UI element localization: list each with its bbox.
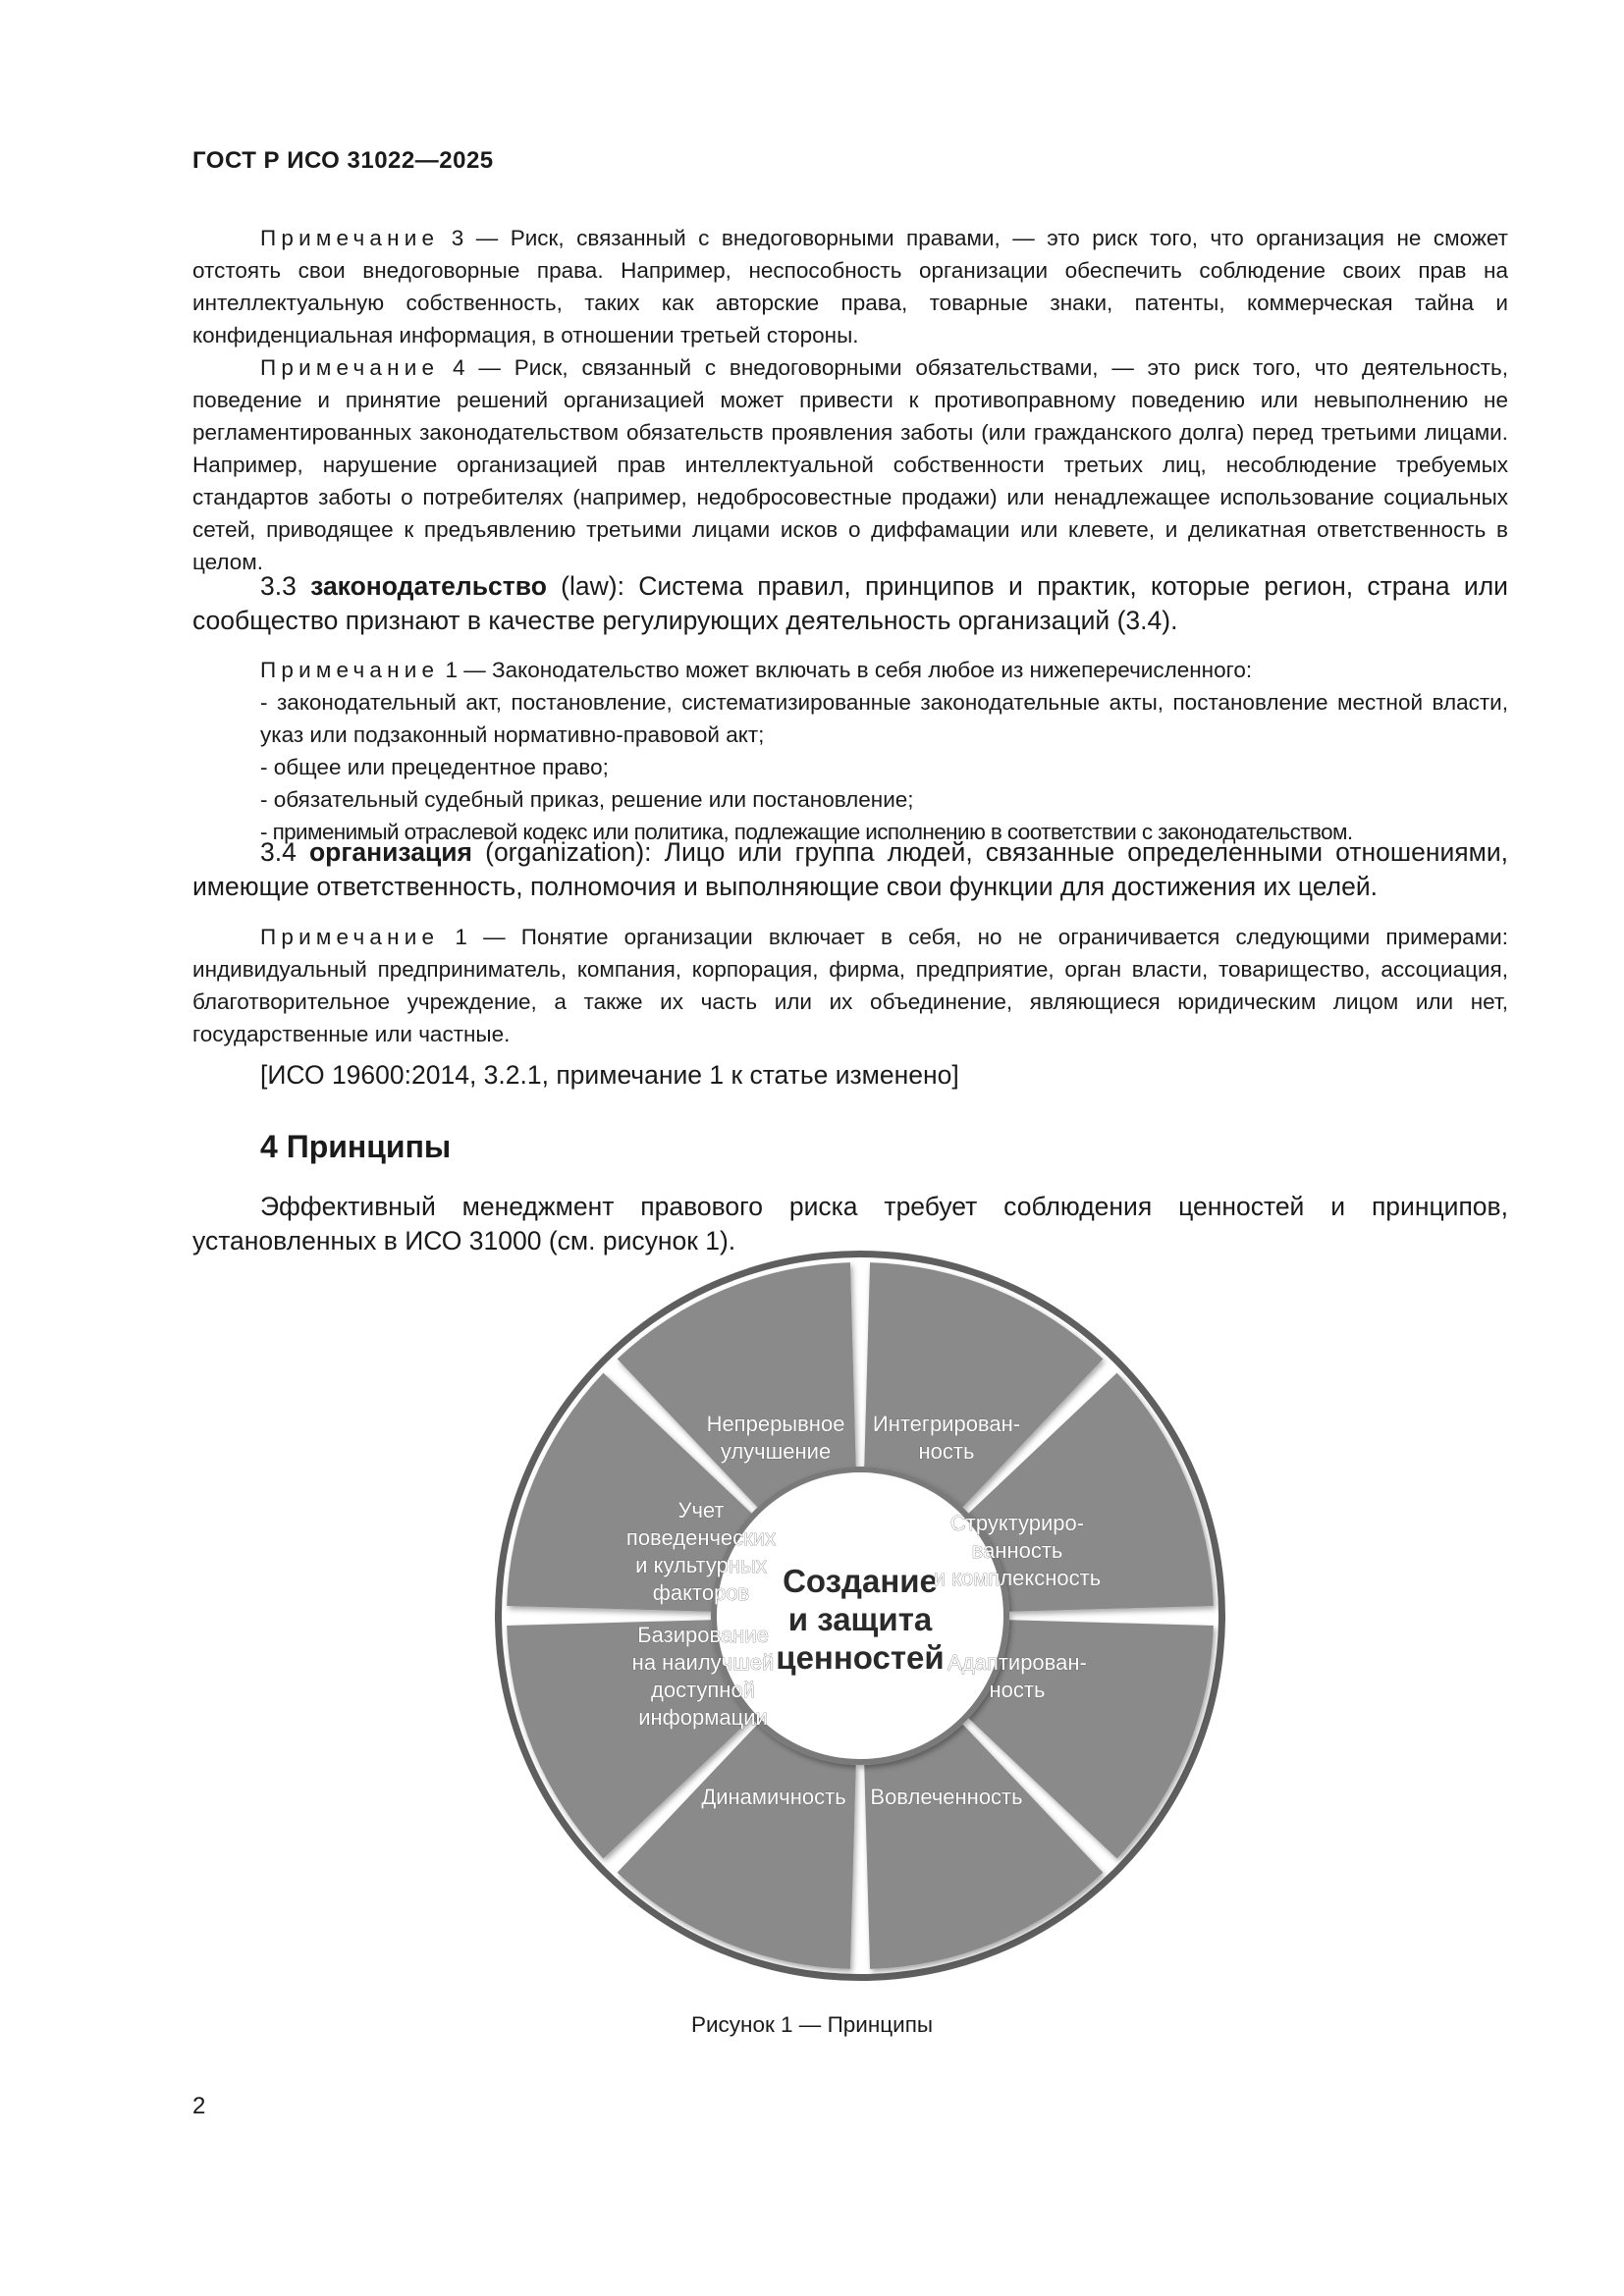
term-3-4-source: [ИСО 19600:2014, 3.2.1, примечание 1 к статье изменено] <box>260 1060 959 1090</box>
list-item: - законодательный акт, постановление, систематизированные законодательные акты, постановление местной власти, указ или подзаконный нормативно-правовой акт; <box>260 690 1508 747</box>
center-label <box>776 1563 944 1676</box>
note-label: Примечание <box>260 658 440 682</box>
segment-label-inclusive: Вовлеченность <box>870 1785 1023 1809</box>
segment-label-continual-improvement: Непрерывное улучшение <box>706 1412 845 1464</box>
term-3-4: 3.4 организация (organization): Лицо или группа людей, связанные определенными отношениями, имеющие ответственность, полномочия и выполняющие свои функции для достижения их целей. <box>192 837 1509 901</box>
svg-text:Создание: Создание <box>783 1563 938 1599</box>
segment-label-structured: Структуриро-ванность и комплексность <box>933 1511 1102 1590</box>
list-item: - обязательный судебный приказ, решение или постановление; <box>260 787 914 812</box>
segment-label-dynamic: Динамичность <box>701 1785 846 1809</box>
segment-label-integrated: Интегрирован-ность <box>872 1412 1021 1464</box>
note-4: Примечание 4 — Риск, связанный с внедоговорными обязательствами, — это риск того, что деятельность, поведение и принятие решений организацией может привести к противоправному поведению или невыполнению не регламентированных законодательством обязательств проявления заботы (или гражданского долга) перед третьими лицами. Например, нарушение организацией прав интеллектуальной собственности третьих лиц, несоблюдение требуемых стандартов заботы о потребителях (например, недобросовестные продажи) или ненадлежащее использование социальных сетей, приводящее к предъявлению третьими лицами исков о диффамации или клевете, и деликатная ответственность в целом. <box>192 355 1508 574</box>
note-label: Примечание <box>260 355 440 380</box>
term-3-4-note: Примечание 1 — Понятие организации включает в себя, но не ограничивается следующими примерами: индивидуальный предприниматель, компания, корпорация, фирма, предприятие, орган власти, товарищество, ассоциация, благотворительное учреждение, а также их часть или их объединение, являющиеся юридическим лицом или нет, государственные или частные. <box>192 925 1508 1046</box>
term-3-3-note: Примечание 1 — Законодательство может включать в себя любое из нижеперечисленного: - законодательный акт, постановление, систематизированные законодательные акты, постановление местной власти, указ или подзаконный нормативно-правовой акт; - общее или прецедентное право; - обязательный судебный приказ, решение или постановление; - применимый отраслевой кодекс или политика, подлежащие исполнению в соответствии с законодательством. <box>192 654 1508 848</box>
section-heading: 4 Принципы <box>260 1129 452 1164</box>
figure-caption: Рисунок 1 — Принципы <box>690 2012 934 2037</box>
document-header: ГОСТ Р ИСО 31022—2025 <box>192 147 494 174</box>
segment-label-human-cultural: Учет поведенческих и культурных факторов <box>625 1498 777 1605</box>
term-title: законодательство <box>310 571 547 601</box>
term-3-3: 3.3 законодательство (law): Система правил, принципов и практик, которые регион, страна или сообщество признают в качестве регулирующих деятельность организаций (3.4). <box>192 571 1508 635</box>
note-label: Примечание <box>260 925 440 949</box>
note-label: Примечание <box>260 226 440 250</box>
page-number: 2 <box>192 2093 206 2119</box>
note-3: Примечание 3 — Риск, связанный с внедоговорными правами, — это риск того, что организация не сможет отстоять свои внедоговорные права. Например, неспособность организации обеспечить соблюдение своих прав на интеллектуальную собственность, таких как авторские права, товарные знаки, патенты, коммерческая тайна и конфиденциальная информация, в отношении третьей стороны. <box>192 226 1508 347</box>
svg-text:и защита: и защита <box>787 1601 933 1637</box>
term-title: организация <box>308 837 473 867</box>
section-intro: Эффективный менеджмент правового риска требует соблюдения ценностей и принципов, установленных в ИСО 31000 (см. рисунок 1). <box>192 1192 1508 1255</box>
svg-text:ценностей: ценностей <box>776 1639 945 1676</box>
segment-label-adapted: Адаптирован-ность <box>947 1650 1087 1702</box>
list-item: - общее или прецедентное право; <box>260 755 609 779</box>
segment-label-best-information: Базирование на наилучшей доступной информации <box>631 1623 775 1730</box>
list-item: - применимый отраслевой кодекс или политика, подлежащие исполнению в соответствии с законодательством. <box>260 820 1353 844</box>
